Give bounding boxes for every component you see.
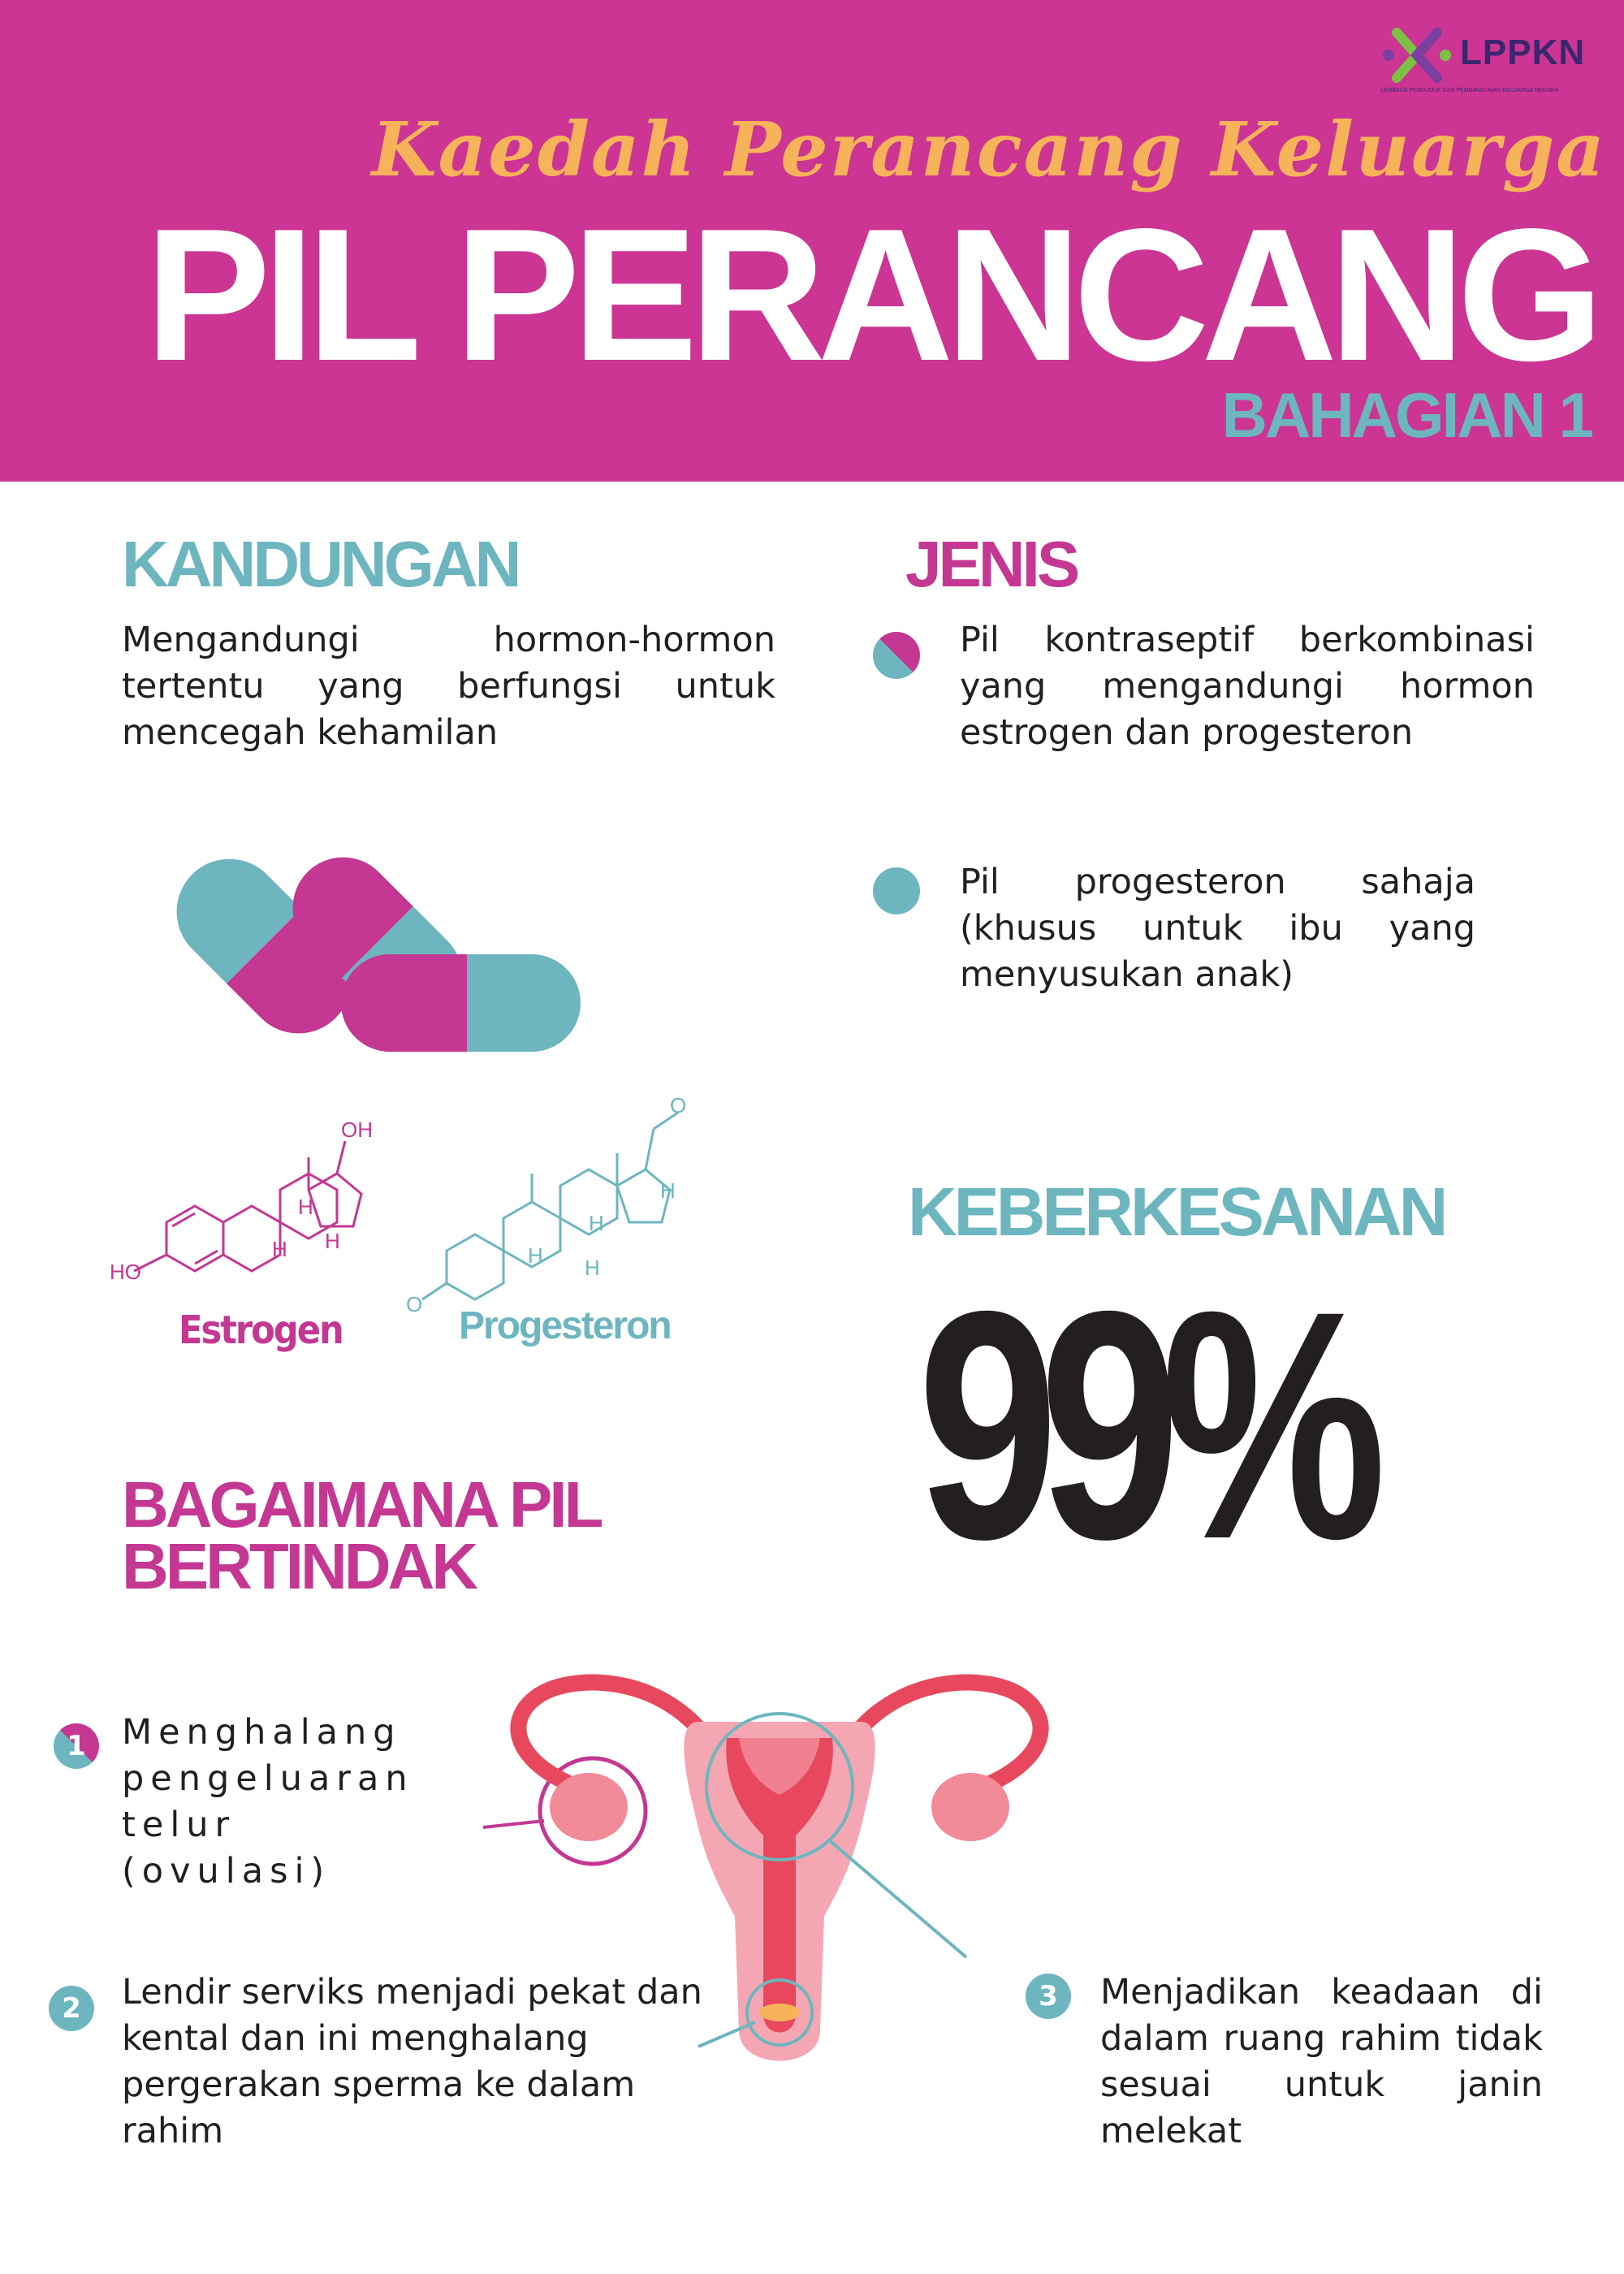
uterus-illustration [455,1649,1104,2120]
step-number-2: 2 [49,1986,94,2031]
step-text-1: Menghalang pengeluaran telur (ovulasi) [122,1712,414,1891]
ho-label: HO [110,1260,141,1284]
ovary-icon [931,1773,1009,1841]
step-number-1: 1 [54,1723,99,1769]
o-label: O [670,1093,687,1118]
h-label: H [660,1178,676,1203]
h-label: H [528,1243,543,1268]
h-label: H [585,1256,600,1280]
kandungan-text: Mengandungi hormon-hormon tertentu yang berfungsi untuk mencegah kehamilan [122,620,775,753]
h-label: H [298,1195,313,1219]
part-label: BAHAGIAN 1 [1221,379,1592,451]
pill-icon [341,954,581,1052]
logo-text: LPPKN [1460,32,1586,72]
progesteron-structure [422,1113,678,1299]
progesteron-label: Progesteron [459,1304,671,1347]
h-label: H [272,1237,287,1261]
jenis-heading: JENIS [905,528,1078,600]
ovary-icon [550,1773,628,1841]
keberkesanan-heading: KEBERKESANAN [908,1174,1445,1250]
bagaimana-heading: BAGAIMANA PIL BERTINDAK [122,1468,599,1602]
jenis-item-combined: Pil kontraseptif berkombinasi yang mengandungi hormon estrogen dan progesteron [960,620,1535,753]
subtitle: Kaedah Perancang Keluarga [371,106,1606,193]
teal-bullet-icon [873,867,920,914]
o-label: O [406,1292,423,1316]
effectiveness-value: 99% [918,1243,1368,1606]
step-text-2: Lendir serviks menjadi pekat dan kental dan ini menghalang pergerakan sperma ke dalam rahim [122,1972,702,2151]
lppkn-logo-icon [1380,24,1453,86]
logo-subtext: LEMBAGA PENDUDUK DAN PEMBANGUNAN KELUARGA NEGARA [1380,88,1559,93]
kandungan-heading: KANDUNGAN [122,528,519,600]
pills-illustration [171,816,593,1076]
lppkn-logo [1380,24,1608,97]
hormone-structures [110,1076,687,1417]
h-label: H [589,1211,604,1235]
step-text-3: Menjadikan keadaan di dalam ruang rahim tidak sesuai untuk janin melekat [1100,1972,1543,2151]
combo-bullet-icon [873,632,920,679]
step-number-3: 3 [1026,1974,1071,2019]
h-label: H [325,1229,340,1253]
jenis-item-progesteron: Pil progesteron sahaja (khusus untuk ibu yang menyusukan anak) [960,862,1475,995]
page-title: PIL PERANCANG [145,190,1596,400]
estrogen-label: Estrogen [179,1308,343,1353]
oh-label: OH [341,1118,373,1142]
